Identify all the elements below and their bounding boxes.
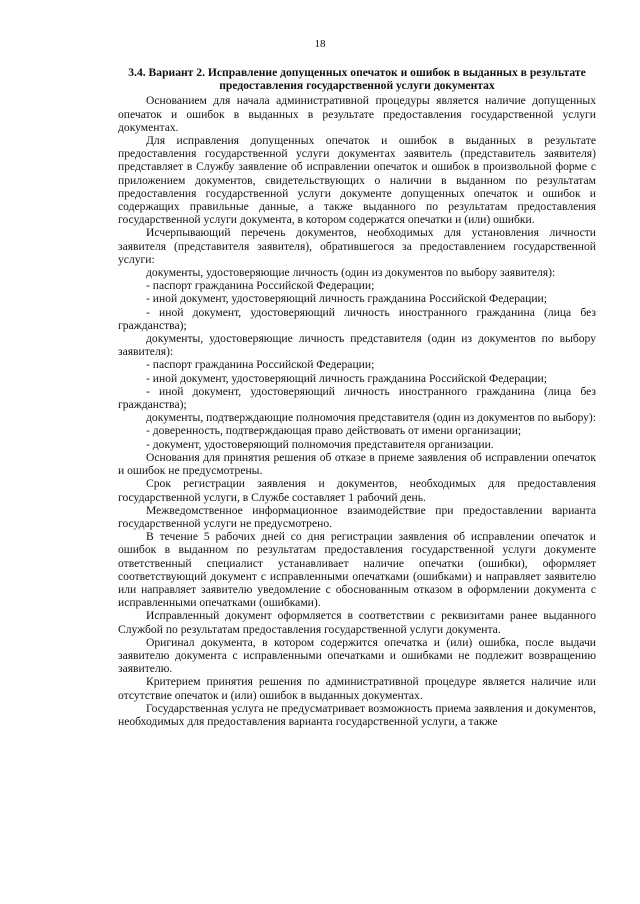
paragraph: Государственная услуга не предусматривает возможность приема заявления и документов, необходимых для предоставления варианта государственной услуги, а также <box>118 701 596 728</box>
paragraph: В течение 5 рабочих дней со дня регистрации заявления об исправлении опечаток и ошибок в выданном по результатам предоставления государственной услуги документе ответственный специалист устанавливает наличие опечатки (ошибки), оформляет соответствующий документ с исправленными опечатками (ошибками) и направляет заявителю или направляет заявителю уведомление с обоснованным отказом в оформлении документа с исправленными опечатками (ошибками). <box>118 530 596 610</box>
paragraph: Срок регистрации заявления и документов, необходимых для предоставления государственной услуги, в Службе составляет 1 рабочий день. <box>118 477 596 504</box>
paragraph: Основанием для начала административной процедуры является наличие допущенных опечаток и ошибок в выданных в результате предоставления государственной услуги документах. <box>118 94 596 134</box>
list-item: - иной документ, удостоверяющий личность иностранного гражданина (лица без гражданства); <box>118 305 596 332</box>
paragraph: Для исправления допущенных опечаток и ошибок в выданных в результате предоставления государственной услуги документах заявитель (представитель заявителя) представляет в Службу заявление об исправлении опечаток и ошибок в произвольной форме с приложением документов, свидетельствующих о наличии в выданном по результатам предоставления государственной услуги документе допущенных опечаток и ошибок и содержащих правильные данные, а также выданного по результатам предоставления государственной услуги документа, в котором содержатся опечатки и (или) ошибки. <box>118 134 596 227</box>
section-heading: 3.4. Вариант 2. Исправление допущенных опечаток и ошибок в выданных в результате предоставления государственной услуги документах <box>128 66 586 93</box>
list-item: - паспорт гражданина Российской Федерации; <box>146 358 375 372</box>
list-intro: документы, удостоверяющие личность представителя (один из документов по выбору заявителя): <box>118 332 596 359</box>
list-item: - иной документ, удостоверяющий личность иностранного гражданина (лица без гражданства); <box>118 384 596 412</box>
paragraph: Основания для принятия решения об отказе в приеме заявления об исправлении опечаток и ошибок не предусмотрены. <box>118 450 596 478</box>
list-item: - иной документ, удостоверяющий личность гражданина Российской Федерации; <box>146 292 547 306</box>
list-item: - паспорт гражданина Российской Федерации; <box>146 279 375 293</box>
list-item: - доверенность, подтверждающая право действовать от имени организации; <box>146 424 522 438</box>
page-number: 18 <box>314 38 326 50</box>
list-intro: документы, удостоверяющие личность (один из документов по выбору заявителя): <box>146 266 556 280</box>
list-intro: документы, подтверждающие полномочия представителя (один из документов по выбору): <box>146 411 597 425</box>
paragraph: Межведомственное информационное взаимодействие при предоставлении варианта государственной услуги не предусмотрено. <box>118 503 596 530</box>
paragraph: Критерием принятия решения по административной процедуре является наличие или отсутствие опечаток и (или) ошибок в выданных документах. <box>118 675 596 702</box>
paragraph: Оригинал документа, в котором содержится опечатка и (или) ошибка, после выдачи заявителю документа с исправленными опечатками и ошибками не подлежит возвращению заявителю. <box>118 635 596 676</box>
document-body <box>118 66 596 728</box>
paragraph: Исправленный документ оформляется в соответствии с реквизитами ранее выданного Службой по результатам предоставления государственной услуги документа. <box>118 609 596 636</box>
list-item: - иной документ, удостоверяющий личность гражданина Российской Федерации; <box>146 371 547 385</box>
paragraph: Исчерпывающий перечень документов, необходимых для установления личности заявителя (представителя заявителя), обратившегося за предоставлением государственной услуги: <box>118 226 596 266</box>
list-item: - документ, удостоверяющий полномочия представителя организации. <box>146 437 494 451</box>
